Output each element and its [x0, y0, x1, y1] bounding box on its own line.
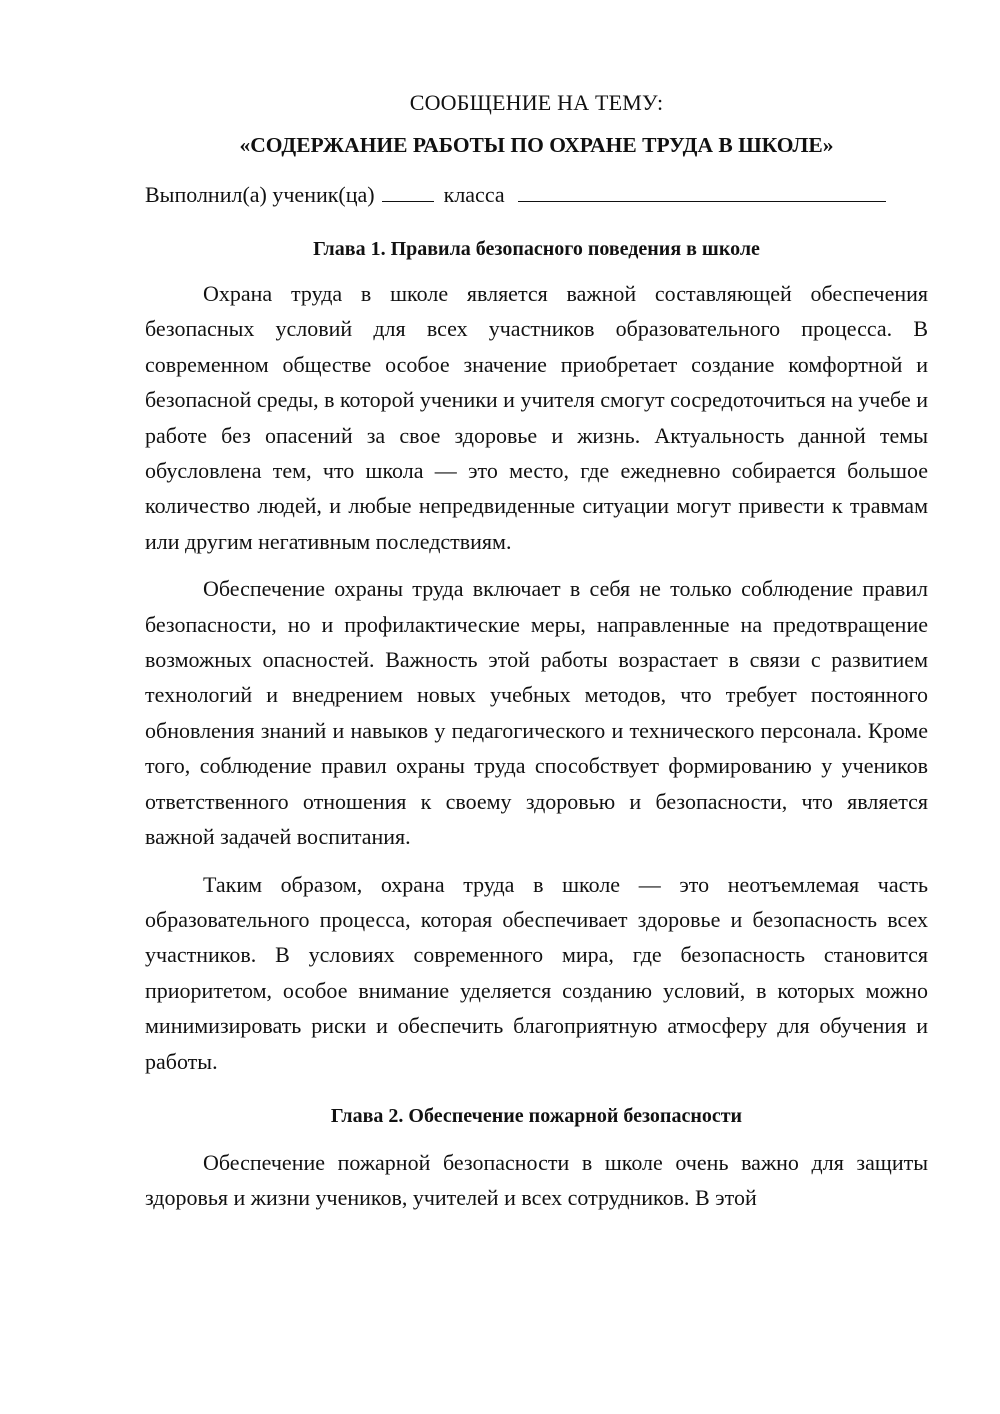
chapter-1-paragraph-1: Охрана труда в школе является важной составляющей обеспечения безопасных условий для всех участников образовательного процесса. В современном обществе особое значение приобретает создание комфортной и безопасной среды, в которой ученики и учителя смогут сосредоточиться на учебе и работе без опасений за свое здоровье и жизнь. Актуальность данной темы обусловлена тем, что школа — это место, где ежедневно собирается большое количество людей, и любые непредвиденные ситуации могут привести к травмам или другим негативным последствиям.: [145, 281, 928, 554]
document-body: [145, 88, 928, 1228]
chapter-1-heading: Глава 1. Правила безопасного поведения в школе: [313, 238, 760, 260]
class-word-label: класса: [443, 182, 505, 207]
student-name-blank: [518, 181, 886, 202]
performed-by-label: Выполнил(а) ученик(ца): [145, 182, 375, 207]
signature-line: [145, 180, 928, 210]
document-title-line2: «СОДЕРЖАНИЕ РАБОТЫ ПО ОХРАНЕ ТРУДА В ШКОЛЕ»: [239, 133, 834, 157]
class-number-blank: [382, 181, 434, 202]
chapter-2-paragraph-1: Обеспечение пожарной безопасности в школе очень важно для защиты здоровья и жизни учеников, учителей и всех сотрудников. В этой: [145, 1149, 928, 1211]
chapter-1-paragraph-3: Таким образом, охрана труда в школе — это неотъемлемая часть образовательного процесса, которая обеспечивает здоровье и безопасность всех участников. В условиях современного мира, где безопасность становится приоритетом, особое внимание уделяется созданию условий, в которых можно минимизировать риски и обеспечить благоприятную атмосферу для обучения и работы.: [145, 871, 928, 1074]
chapter-1-paragraph-2: Обеспечение охраны труда включает в себя не только соблюдение правил безопасности, но и профилактические меры, направленные на предотвращение возможных опасностей. Важность этой работы возрастает в связи с развитием технологий и внедрением новых учебных методов, что требует постоянного обновления знаний и навыков у педагогического и технического персонала. Кроме того, соблюдение правил охраны труда способствует формированию у учеников ответственного отношения к своему здоровью и безопасности, что является важной задачей воспитания.: [145, 576, 928, 850]
chapter-2-heading: Глава 2. Обеспечение пожарной безопасности: [330, 1104, 743, 1127]
document-title-line1: СООБЩЕНИЕ НА ТЕМУ:: [409, 90, 664, 115]
